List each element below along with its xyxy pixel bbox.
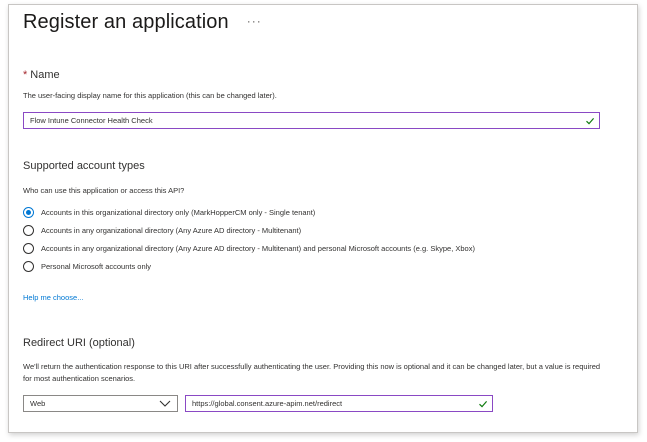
help-me-choose-link[interactable]: Help me choose...	[23, 293, 84, 302]
account-type-option-personal-only[interactable]	[23, 261, 151, 272]
name-input[interactable]	[23, 112, 600, 129]
redirect-uri-input[interactable]	[185, 395, 493, 412]
chevron-down-icon	[159, 395, 171, 413]
name-label-text: Name	[30, 69, 60, 81]
title-row	[23, 11, 262, 34]
radio-label: Accounts in any organizational directory (Any Azure AD directory - Multitenant)	[41, 226, 302, 235]
redirect-uri-helper: We'll return the authentication response to this URI after successfully authenticating the user. Providing this now is optional and it can be changed later, but a value is required for most authentication scenarios.	[23, 362, 601, 383]
redirect-uri-heading: Redirect URI (optional)	[23, 337, 135, 349]
account-type-option-multitenant[interactable]	[23, 225, 301, 236]
more-options-button[interactable]: ···	[246, 13, 262, 28]
required-marker: *	[23, 69, 28, 81]
register-app-panel	[8, 4, 638, 433]
platform-select[interactable]	[23, 395, 178, 412]
platform-select-value: Web	[30, 399, 46, 408]
page-title: Register an application	[23, 11, 229, 33]
radio-label: Personal Microsoft accounts only	[41, 262, 152, 271]
name-helper-text: The user-facing display name for this application (this can be changed later).	[23, 91, 277, 100]
radio-label: Accounts in this organizational directory only (MarkHopperCM only - Single tenant)	[41, 208, 316, 217]
radio-unselected-icon[interactable]	[23, 261, 34, 272]
radio-unselected-icon[interactable]	[23, 243, 34, 254]
account-type-option-single-tenant[interactable]	[23, 207, 315, 218]
name-label	[23, 69, 60, 81]
account-types-heading: Supported account types	[23, 160, 145, 172]
radio-label: Accounts in any organizational directory (Any Azure AD directory - Multitenant) and personal Microsoft accounts (e.g. Skype, Xbox)	[41, 244, 475, 253]
account-type-option-multitenant-personal[interactable]	[23, 243, 475, 254]
radio-selected-icon[interactable]	[23, 207, 34, 218]
account-types-question: Who can use this application or access this API?	[23, 186, 185, 195]
radio-unselected-icon[interactable]	[23, 225, 34, 236]
